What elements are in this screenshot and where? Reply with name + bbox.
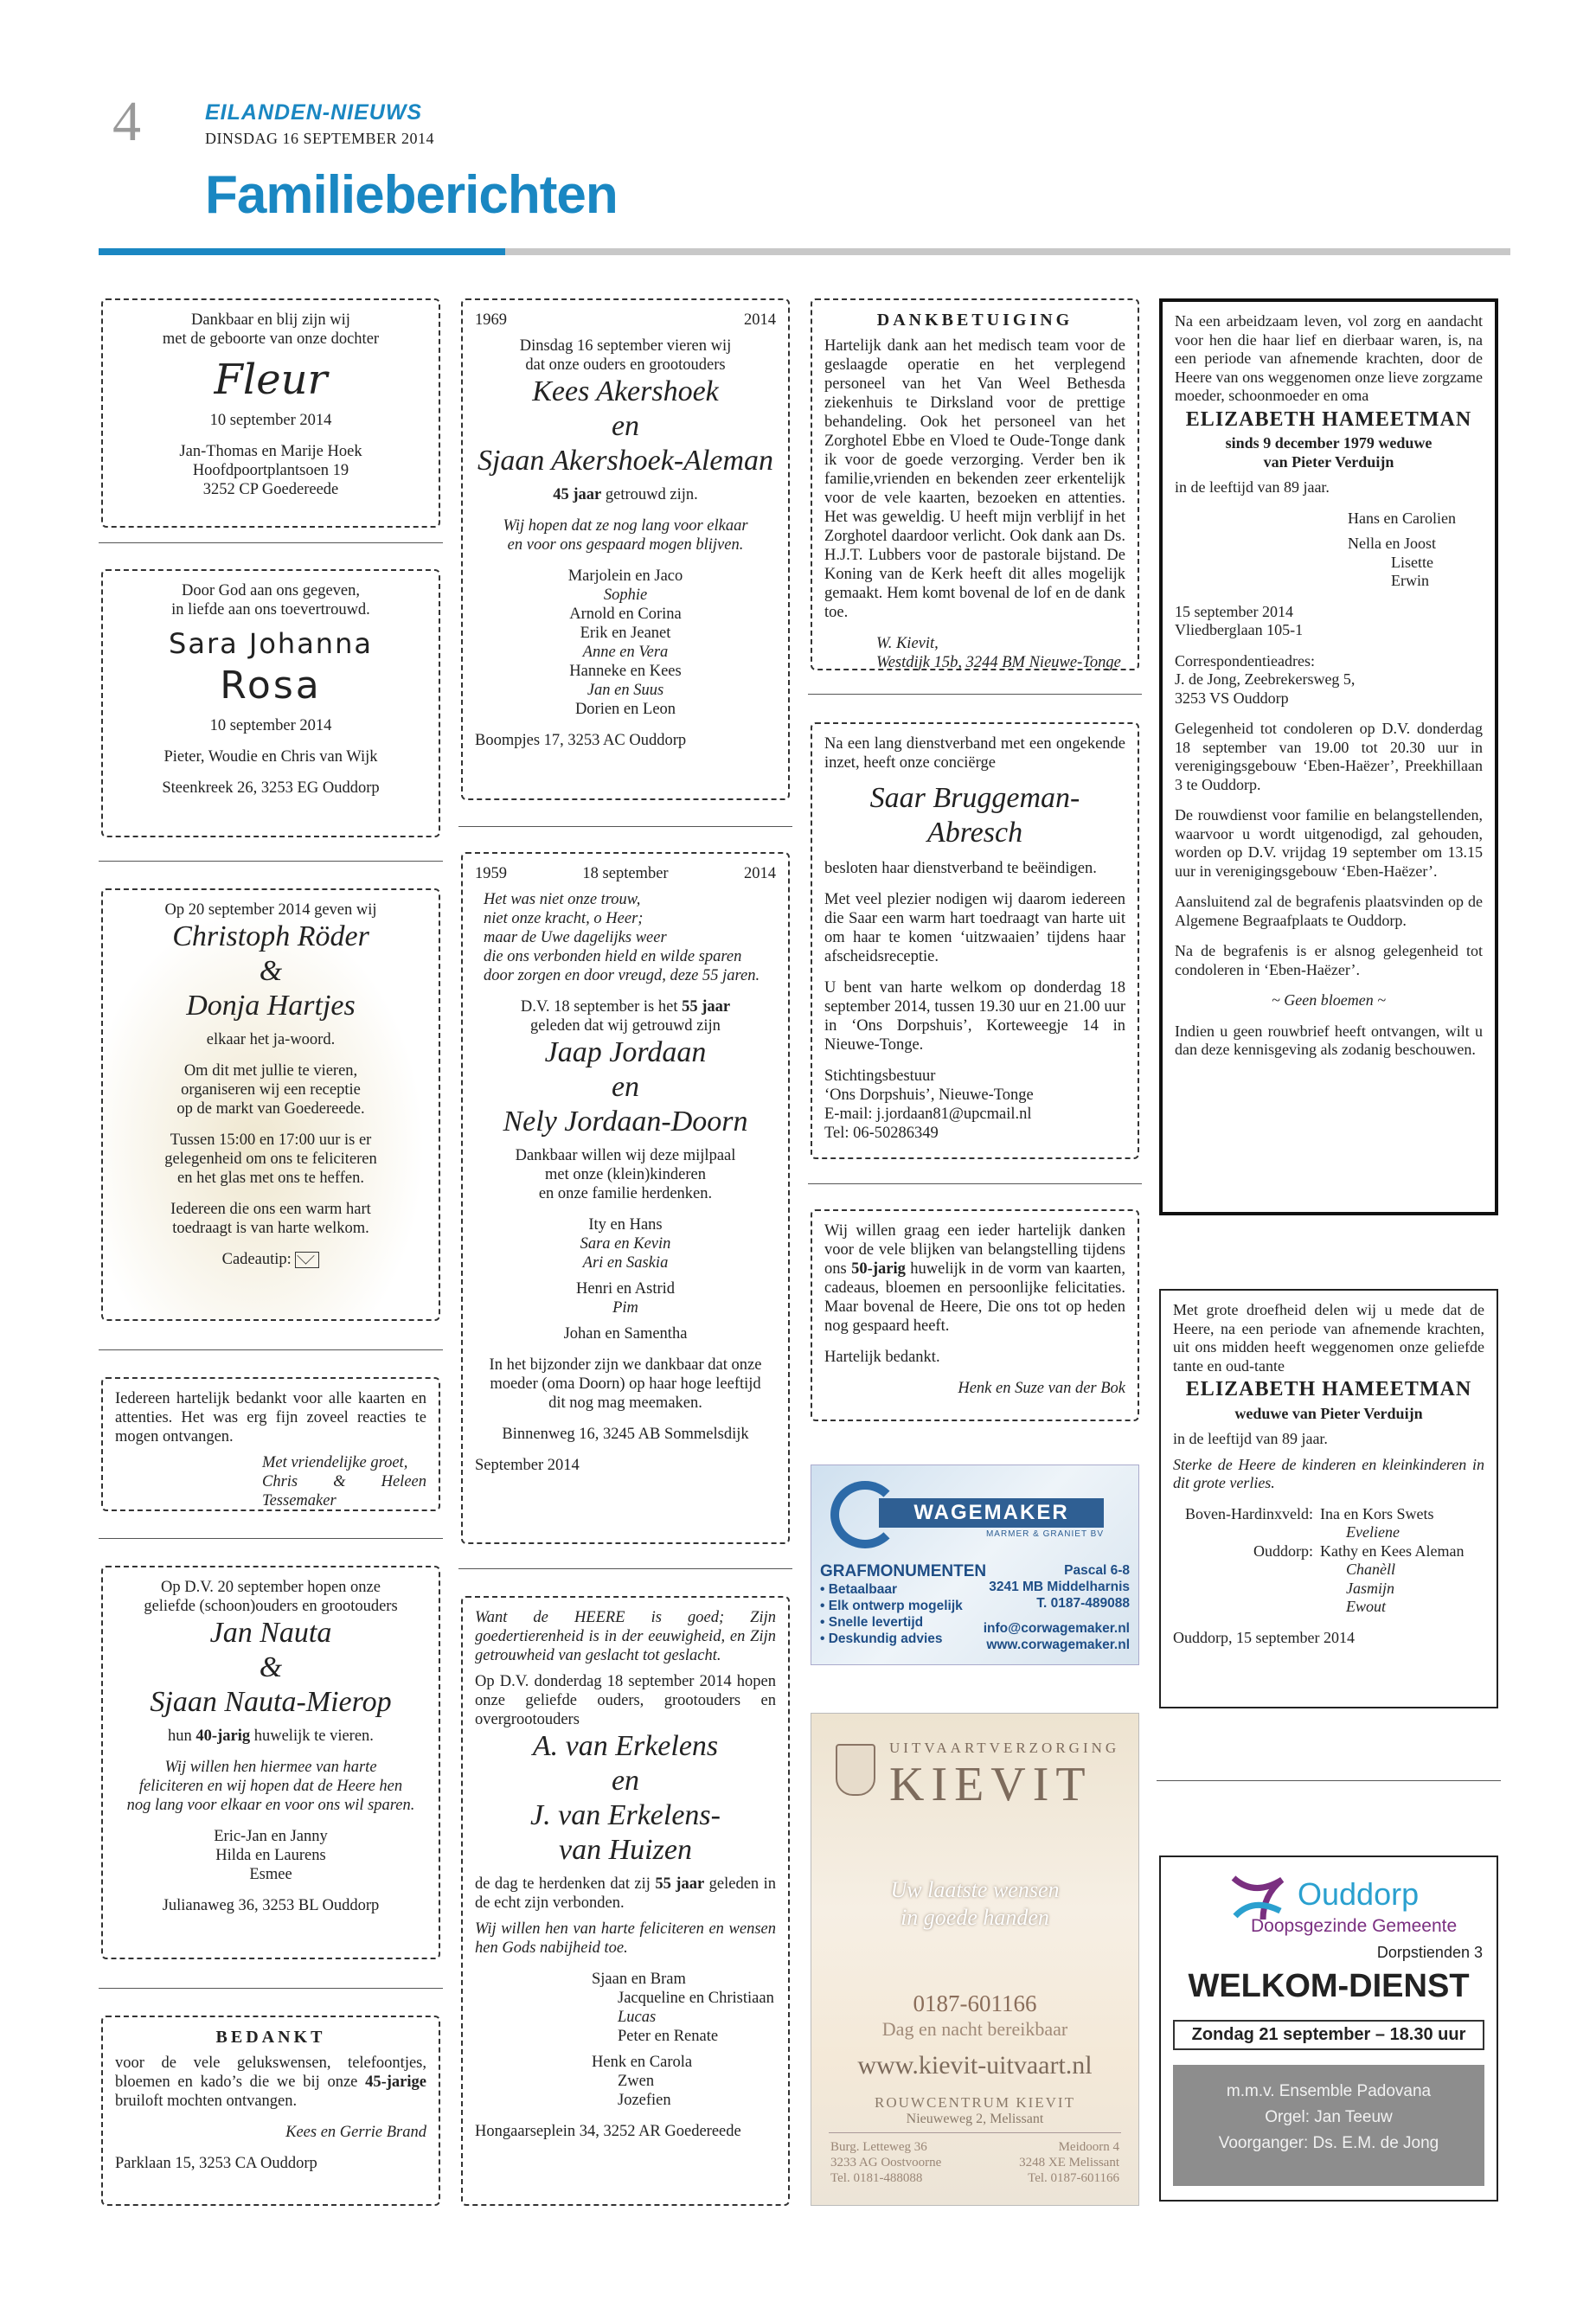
divider: [458, 826, 792, 827]
text-line: geleden in de echt zijn verbonden.: [475, 1875, 776, 1912]
text-line: Op D.V. 20 september hopen onze: [161, 1579, 381, 1596]
ampersand: &: [259, 955, 283, 987]
text-line: Met veel plezier nodigen wij daarom iedereen die Saar een warm hart toedraagt van harte uit om haar te komen ‘uitzwaaien’ tijdens haar afscheidsreceptie.: [824, 891, 1125, 965]
greeting: Met vriendelijke groet,: [262, 1454, 408, 1471]
poem-line: Het was niet onze trouw,: [484, 891, 641, 908]
relatives: Ina en Kors Swets: [1320, 1504, 1434, 1522]
text-line: elkaar het ja-woord.: [206, 1031, 336, 1048]
address: 3248 XE Melissant: [1019, 2156, 1119, 2170]
phone: T. 0187-489088: [1036, 1596, 1130, 1611]
phone: Tel: 06-50286349: [824, 1125, 939, 1142]
location-address: Nieuweweg 2, Melissant: [906, 2112, 1044, 2126]
page-number: 4: [112, 90, 141, 153]
address: Meidoorn 4: [1058, 2140, 1119, 2154]
relatives: Ewout: [1346, 1598, 1387, 1615]
child-name: Fleur: [214, 356, 328, 404]
grandchildren: Jozefien: [618, 2092, 671, 2109]
relatives: Eveliene: [1346, 1523, 1400, 1541]
text-line: De rouwdienst voor familie en belangstellenden, waarvoor u wordt uitgenodigd, zal gehouden, worden op D.V. vrijdag 19 september om 13.15 uur in verenigingsgebouw ‘Eben-Haëzer’.: [1175, 806, 1483, 880]
parents: Pieter, Woudie en Chris van Wijk: [163, 748, 378, 766]
grandchildren: Ari en Saskia: [582, 1254, 669, 1272]
text-line: en het glas met ons te heffen.: [177, 1170, 364, 1187]
text-line: hun: [168, 1727, 196, 1745]
divider: [99, 1988, 443, 1989]
signature-address: Westdijk 15b, 3244 BM Nieuwe-Tonge: [876, 654, 1121, 671]
detail-line: Voorganger: Ds. E.M. de Jong: [1218, 2134, 1439, 2152]
section-rule: [505, 248, 1510, 255]
text-line: voor de vele gelukswensen, telefoontjes, bloemen en kado’s die we bij onze: [115, 2054, 426, 2091]
age: in de leeftijd van 89 jaar.: [1175, 478, 1330, 496]
ad-features: [820, 1581, 963, 1647]
text-line: Dankbaar willen wij deze mijlpaal: [515, 1147, 736, 1164]
email: E-mail: j.jordaan81@upcmail.nl: [824, 1106, 1032, 1123]
ad-heading: GRAFMONUMENTEN: [820, 1562, 987, 1580]
place: Boven-Hardinxveld:: [1185, 1504, 1313, 1522]
text-line: Indien u geen rouwbrief heeft ontvangen, wilt u dan deze kennisgeving als zodanig beschouwen.: [1175, 1022, 1483, 1058]
address: Julianaweg 36, 3253 BL Ouddorp: [162, 1897, 380, 1914]
poem-line: die ons verbonden hield en wilde sparen: [484, 948, 742, 965]
text-line: ~ Geen bloemen ~: [1272, 991, 1386, 1009]
text-line: organiseren wij een receptie: [181, 1081, 361, 1099]
relatives: Chanèll: [1346, 1561, 1395, 1578]
address: Hongaarseplein 34, 3252 AR Goedereede: [475, 2123, 741, 2140]
board: ‘Ons Dorpshuis’, Nieuwe-Tonge: [824, 1086, 1034, 1104]
grandchildren: Zwen: [618, 2073, 655, 2090]
thanks-tessemaker: [101, 1377, 440, 1511]
text-line: in liefde aan ons toevertrouwd.: [171, 601, 370, 619]
text-line: nog lang voor elkaar en voor ons wil sparen.: [126, 1797, 415, 1814]
text-line: Wij willen hen van harte feliciteren en wensen hen Gods nabijheid toe.: [475, 1920, 776, 1957]
text-line: Aansluitend zal de begrafenis plaatsvinden op de Algemene Begraafplaats te Ouddorp.: [1175, 893, 1483, 929]
grandchildren: Jan en Suus: [586, 682, 664, 699]
wife-name: Sjaan Akershoek-Aleman: [477, 445, 774, 477]
year: 2014: [744, 865, 776, 882]
address: Parklaan 15, 3253 CA Ouddorp: [115, 2155, 317, 2172]
anniversary-akershoek: [461, 298, 790, 800]
text-line: Hartelijk bedankt.: [824, 1349, 940, 1366]
text-line: Met grote droefheid delen wij u mede dat de Heere, na een periode van afnemende krachten, uit ons midden heeft weggenomen onze geliefde tante en oud-tante: [1173, 1301, 1484, 1375]
parents: Jan-Thomas en Marije Hoek: [179, 443, 362, 460]
phone: 0187-601166: [913, 1990, 1037, 2016]
relatives: Jasmijn: [1346, 1579, 1394, 1597]
birth-date: 10 september 2014: [209, 717, 332, 734]
location-oostvoorne: [830, 2139, 941, 2186]
wagemaker-logo: [830, 1481, 1116, 1548]
children: Hans en Carolien: [1348, 509, 1456, 527]
text-line: Wij willen hen hiermee van harte: [164, 1759, 377, 1776]
detail-line: Orgel: Jan Teeuw: [1265, 2108, 1393, 2126]
board: Stichtingsbestuur: [824, 1067, 936, 1085]
divider: [99, 1538, 443, 1539]
grandchildren: Lisette: [1391, 553, 1433, 571]
heading: BEDANKT: [215, 2028, 326, 2047]
years-bold: 55 jaar: [655, 1875, 705, 1893]
text-line: Wij hopen dat ze nog lang voor elkaar: [503, 517, 748, 535]
coat-of-arms-icon: [836, 1744, 875, 1796]
text-line: Iedereen die ons een warm hart: [170, 1201, 371, 1218]
text-line: Dinsdag 16 september vieren wij: [519, 337, 732, 355]
text-line: D.V. 18 september is het: [520, 998, 683, 1016]
issue-date: DINSDAG 16 SEPTEMBER 2014: [205, 130, 435, 147]
text-line: huwelijk in de vorm van kaarten, cadeaus, bloemen en persoonlijke felicitaties. Maar bovenal de Heere, Die ons tot op heden nog gespaard heeft.: [824, 1260, 1125, 1335]
divider: [99, 542, 443, 543]
poem-line: niet onze kracht, o Heer;: [484, 910, 644, 927]
text-line: Na een lang dienstverband met een ongekende inzet, heeft onze conciërge: [824, 735, 1125, 772]
years-bold: 45 jaar: [553, 486, 602, 503]
ad-subtitle: UITVAARTVERZORGING: [889, 1740, 1120, 1756]
text-line: sinds 9 december 1979 weduwe: [1225, 434, 1433, 452]
heading: DANKBETUIGING: [876, 311, 1074, 330]
wife-name: Sjaan Nauta-Mierop: [150, 1686, 392, 1718]
brand-name: WAGEMAKER: [879, 1498, 1104, 1528]
text-line: Iedereen hartelijk bedankt voor alle kaarten en attenties. Het was erg fijn zoveel reacties te mogen ontvangen.: [115, 1390, 426, 1445]
children: Esmee: [249, 1866, 292, 1883]
conjunction: en: [611, 1765, 640, 1797]
years-bold: 55 jaar: [682, 998, 731, 1016]
grandchildren: Anne en Vera: [582, 644, 669, 661]
text-line: dit nog mag meemaken.: [548, 1394, 702, 1412]
divider: [458, 1568, 792, 1569]
date: September 2014: [475, 1457, 580, 1474]
ad-kievit[interactable]: [811, 1713, 1139, 2206]
poem-line: door zorgen en door vreugd, deze 55 jaren.: [484, 967, 760, 984]
ad-contact: [984, 1562, 1130, 1653]
year: 1969: [475, 311, 507, 329]
text-line: gelegenheid om ons te feliciteren: [164, 1150, 377, 1168]
thanks-kievit: [811, 298, 1139, 670]
text-line: Dankbaar en blij zijn wij: [191, 311, 350, 329]
children: Hilda en Laurens: [215, 1847, 326, 1864]
slogan: [811, 1876, 1138, 1932]
grandchildren: Pim: [612, 1299, 638, 1317]
divider: [808, 1183, 1142, 1184]
years-bold: 45-jarige: [365, 2073, 426, 2091]
anniversary-erkelens: [461, 1596, 790, 2206]
address: Hoofdpoortplantsoen 19: [192, 462, 349, 479]
anniversary-nauta: [101, 1566, 440, 1959]
text-line: weduwe van Pieter Verduijn: [1234, 1404, 1423, 1422]
divider: [1157, 1780, 1501, 1781]
address: 3253 VS Ouddorp: [1175, 689, 1289, 707]
children: Eric-Jan en Janny: [214, 1828, 328, 1845]
text-line: Correspondentieadres:: [1175, 651, 1315, 670]
poem-line: maar de Uwe dagelijks weer: [484, 929, 667, 946]
text-line: In het bijzonder zijn we dankbaar dat onze: [489, 1356, 762, 1374]
address: J. de Jong, Zeebrekersweg 5,: [1175, 670, 1356, 688]
website-link[interactable]: www.kievit-uitvaart.nl: [857, 2051, 1093, 2080]
text-line: Hartelijk dank aan het medisch team voor de geslaagde operatie en het verplegend personeel van het Van Weel Bethesda ziekenhuis te Dirksland voor de prettige behandeling. Ook het personeel van het Zorghotel Ebbe en Vloed te Oude-Tonge dank ik voor de goede verzorging. Verder ben ik familie,vrienden en bekenden zeer erkentelijk voor de vele kaarten, bezoeken en attenties. Het was geweldig. U heeft mijn verblijf in het Zorghotel daardoor verlicht. Ook dank aan Ds. H.J.T. Lubbers voor de pastorale bijstand. De Koning van de Kerk heeft dit alles mogelijk gemaakt. Hem komt bovenal de lof en de dank toe.: [824, 337, 1125, 621]
divider: [99, 861, 443, 862]
grandchildren: Sophie: [603, 586, 648, 604]
grandchildren: Peter en Renate: [618, 2028, 719, 2045]
year: 2014: [744, 311, 776, 329]
signature: Chris & Heleen Tessemaker: [262, 1473, 426, 1509]
husband-name: A. van Erkelens: [532, 1730, 719, 1762]
text-line: Wij willen graag een ieder hartelijk danken voor de vele blijken van belangstelling tijdens ons: [824, 1222, 1125, 1278]
husband-name: Jan Nauta: [209, 1617, 332, 1649]
years-bold: 50-jarig: [851, 1260, 906, 1278]
birth-announcement-fleur: [101, 298, 440, 528]
slogan-line: in goede handen: [901, 1905, 1049, 1930]
feature-item: • Betaalbaar: [820, 1582, 897, 1597]
children: Nella en Joost: [1348, 535, 1436, 552]
husband-name: Jaap Jordaan: [544, 1036, 707, 1068]
signature: W. Kievit,: [876, 635, 939, 652]
text-line: van Pieter Verduijn: [1263, 452, 1394, 471]
feature-item: • Elk ontwerp mogelijk: [820, 1599, 963, 1613]
address: Vliedberglaan 105-1: [1175, 621, 1304, 638]
years-bold: 40-jarig: [195, 1727, 251, 1745]
birth-date: 10 september 2014: [209, 412, 332, 429]
text-line: Op D.V. donderdag 18 september 2014 hopen onze geliefde ouders, grootouders en overgrootouders: [475, 1673, 776, 1728]
children: Dorien en Leon: [574, 701, 676, 718]
address: Binnenweg 16, 3245 AB Sommelsdijk: [502, 1426, 749, 1443]
date: 18 september: [582, 865, 669, 882]
husband-name: Kees Akershoek: [532, 375, 719, 407]
text-line: op de markt van Goedereede.: [176, 1100, 365, 1118]
event-title: WELKOM-DIENST: [1188, 1968, 1470, 2004]
ad-doopsgezinde-gemeente[interactable]: [1159, 1856, 1498, 2202]
feature-item: • Snelle levertijd: [820, 1615, 924, 1630]
place: Ouddorp:: [1253, 1541, 1313, 1560]
age: in de leeftijd van 89 jaar.: [1173, 1430, 1328, 1447]
brand-subtitle: MARMER & GRANIET BV: [985, 1529, 1104, 1539]
availability: Dag en nacht bereikbaar: [881, 2018, 1068, 2040]
great-grandchildren: Lucas: [618, 2009, 657, 2026]
text-line: en voor ons gespaard mogen blijven.: [507, 536, 744, 554]
text-line: Door God aan ons gegeven,: [181, 582, 360, 599]
phone: Tel. 0187-601166: [1028, 2171, 1119, 2185]
grandchildren: Jacqueline en Christiaan: [618, 1990, 774, 2007]
address: Steenkreek 26, 3253 EG Ouddorp: [162, 779, 380, 797]
farewell-bruggeman: [811, 722, 1139, 1159]
text-line: huwelijk te vieren.: [250, 1727, 374, 1745]
children: Marjolein en Jaco: [567, 567, 683, 585]
slogan-line: Uw laatste wensen: [890, 1877, 1060, 1902]
event-details: [1173, 2065, 1484, 2186]
phone: Tel. 0181-488088: [830, 2171, 923, 2185]
children: Henri en Astrid: [575, 1280, 676, 1298]
text-line: besloten haar dienstverband te beëindigen.: [824, 860, 1097, 877]
gift-tip-label: Cadeautip:: [221, 1251, 292, 1268]
bible-quote: Want de HEERE is goed; Zijn goedertierenheid is in der eeuwigheid, en Zijn getrouwheid van geslacht tot geslacht.: [475, 1609, 776, 1664]
text-line: Sterke de Heere de kinderen en kleinkinderen in dit grote verlies.: [1173, 1455, 1484, 1491]
deceased-name: ELIZABETH HAMEETMAN: [1185, 407, 1472, 431]
location-melissant: [1019, 2139, 1119, 2186]
child-name: Sara Johanna: [169, 627, 373, 660]
children: Erik en Jeanet: [580, 625, 671, 642]
text-line: met de geboorte van onze dochter: [162, 330, 380, 348]
grandchildren: Sara en Kevin: [580, 1235, 671, 1253]
address: 3233 AG Oostvoorne: [830, 2156, 942, 2170]
address: 3241 MB Middelharnis: [989, 1580, 1130, 1594]
wife-name: Nely Jordaan-Doorn: [503, 1106, 748, 1138]
location-name: ROUWCENTRUM KIEVIT: [875, 2094, 1075, 2111]
text-line: toedraagt is van harte welkom.: [172, 1220, 369, 1237]
text-line: getrouwd zijn.: [601, 486, 698, 503]
brand-name: Ouddorp: [1298, 1876, 1420, 1912]
children: Sjaan en Bram: [592, 1971, 686, 1988]
text-line: Na de begrafenis is er alsnog gelegenheid tot condoleren in ‘Eben-Haëzer’.: [1175, 942, 1483, 978]
year: 1959: [475, 865, 507, 882]
children: Ity en Hans: [588, 1216, 663, 1234]
divider: [808, 694, 1142, 695]
text-line: Gelegenheid tot condoleren op D.V. donderdag 18 september van 19.00 tot 20.30 uur in verenigingsgebouw ‘Eben-Haëzer’, Preekhillaan 3 te Ouddorp.: [1175, 720, 1483, 793]
obituary-hameetman-family: [1159, 298, 1498, 1215]
thanks-vanderbok: [811, 1209, 1139, 1421]
children: Arnold en Corina: [569, 606, 682, 623]
groom-name: Christoph Röder: [172, 920, 369, 952]
anniversary-jordaan: [461, 852, 790, 1544]
text-line: Na een arbeidzaam leven, vol zorg en aandacht voor hen die haar lief en dierbaar waren, is, na een periode van afnemende krachten, door de Heere van ons weggenomen onze lieve zorgzame moeder, schoonmoeder en oma: [1175, 312, 1483, 404]
text-line: U bent van harte welkom op donderdag 18 september 2014, tussen 19.30 uur en 21.00 uur in ‘Ons Dorpshuis’, Korteweegje 14 in Nieuwe-Tonge.: [824, 979, 1125, 1054]
text-line: bruiloft mochten ontvangen.: [115, 2093, 298, 2110]
date: 15 september 2014: [1175, 602, 1293, 620]
website-link[interactable]: www.corwagemaker.nl: [986, 1638, 1130, 1652]
text-line: Tussen 15:00 en 17:00 uur is er: [170, 1131, 372, 1149]
text-line: de dag te herdenken dat zij: [475, 1875, 656, 1893]
text-line: Om dit met jullie te vieren,: [183, 1062, 358, 1080]
divider: [99, 1349, 443, 1350]
text-line: geliefde (schoon)ouders en grootouders: [144, 1598, 398, 1615]
brand-name: KIEVIT: [889, 1758, 1093, 1811]
person-name: Saar Bruggeman-Abresch: [869, 782, 1080, 849]
address: Boompjes 17, 3253 AC Ouddorp: [475, 732, 687, 749]
detail-line: m.m.v. Ensemble Padovana: [1226, 2082, 1432, 2100]
feature-item: • Deskundig advies: [820, 1631, 943, 1646]
section-rule-accent: [99, 248, 505, 255]
text-line: Op 20 september 2014 geven wij: [164, 901, 377, 919]
address: Dorpstienden 3: [1376, 1944, 1483, 1961]
deceased-name: ELIZABETH HAMEETMAN: [1185, 1378, 1472, 1400]
wife-name: van Huizen: [559, 1834, 692, 1866]
children: Henk en Carola: [592, 2054, 693, 2071]
bride-name: Donja Hartjes: [186, 990, 356, 1022]
thanks-brand: [101, 2016, 440, 2206]
address: 3252 CP Goedereede: [202, 481, 339, 498]
email-link[interactable]: info@corwagemaker.nl: [983, 1621, 1130, 1636]
text-line: geleden dat wij getrouwd zijn: [530, 1017, 721, 1035]
ad-wagemaker[interactable]: [811, 1465, 1139, 1665]
grandchildren: Erwin: [1391, 572, 1429, 589]
text-line: moeder (oma Doorn) op haar hoge leeftijd: [490, 1375, 761, 1393]
signature: Kees en Gerrie Brand: [285, 2124, 426, 2141]
event-time: Zondag 21 september – 18.30 uur: [1173, 2020, 1484, 2050]
newspaper-logo: EILANDEN-NIEUWS: [205, 100, 423, 125]
text-line: met onze (klein)kinderen: [545, 1166, 706, 1183]
obituary-hameetman-relatives: [1159, 1289, 1498, 1708]
children: Hanneke en Kees: [569, 663, 682, 680]
ampersand: &: [259, 1651, 283, 1683]
wife-name: J. van Erkelens-: [530, 1799, 721, 1831]
conjunction: en: [611, 410, 640, 442]
text-line: en onze familie herdenken.: [538, 1185, 713, 1202]
brand-subtitle: Doopsgezinde Gemeente: [1251, 1916, 1458, 1936]
child-name: Rosa: [220, 663, 322, 708]
relatives: Kathy en Kees Aleman: [1320, 1541, 1465, 1560]
signature: Henk en Suze van der Bok: [958, 1380, 1125, 1397]
date: Ouddorp, 15 september 2014: [1173, 1628, 1355, 1646]
address: Burg. Letteweg 36: [830, 2140, 927, 2154]
text-line: dat onze ouders en grootouders: [525, 356, 726, 374]
address: Pascal 6-8: [1064, 1563, 1130, 1578]
conjunction: en: [611, 1071, 640, 1103]
section-title: Familieberichten: [205, 165, 618, 225]
wedding-announcement-roder: [101, 888, 440, 1321]
text-line: feliciteren en wij hopen dat de Heere hen: [138, 1778, 403, 1795]
children: Johan en Samentha: [563, 1325, 688, 1343]
birth-announcement-sara: [101, 569, 440, 837]
divider: [829, 2132, 1121, 2133]
envelope-icon: [295, 1252, 319, 1268]
